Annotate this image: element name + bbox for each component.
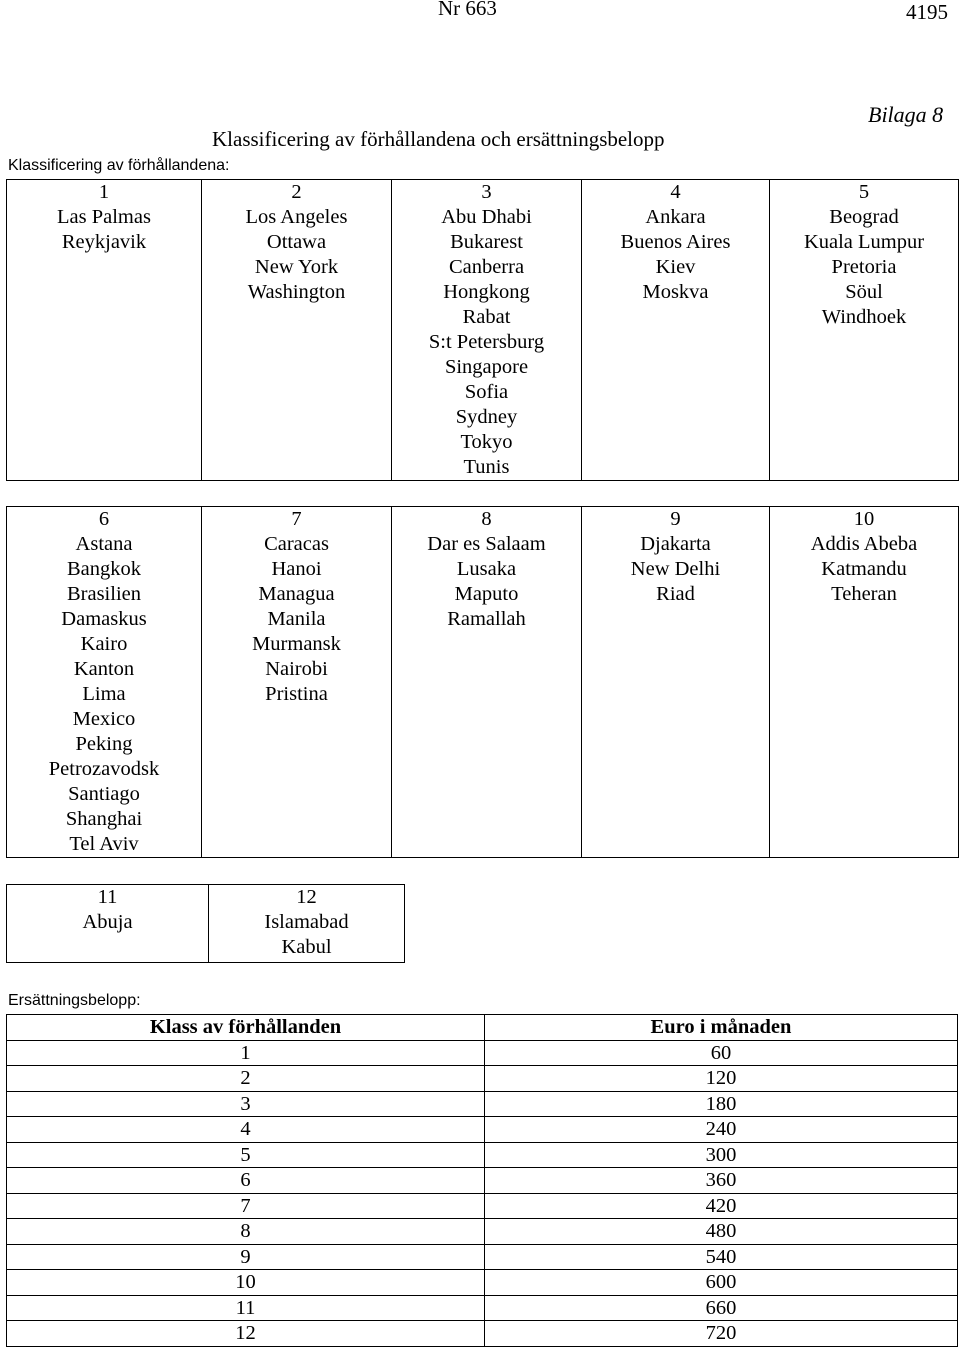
euro-value: 720 (485, 1321, 958, 1347)
city-name: Beograd (829, 206, 899, 228)
classification-table-2 (6, 506, 959, 858)
class-value: 12 (7, 1321, 485, 1347)
city-name: Rabat (462, 306, 511, 328)
city-name: Kabul (281, 936, 332, 958)
class-value: 6 (7, 1168, 485, 1194)
issue-number: Nr 663 (438, 0, 497, 20)
city-name: Djakarta (640, 533, 711, 555)
city-name: Lima (82, 683, 126, 705)
compensation-row (7, 1193, 958, 1219)
compensation-row (7, 1244, 958, 1270)
class-value: 1 (7, 1040, 485, 1066)
city-name: New York (254, 256, 339, 278)
class-number: 3 (481, 181, 492, 203)
euro-value: 540 (485, 1244, 958, 1270)
city-name: Sofia (464, 381, 509, 403)
city-name: Shanghai (65, 808, 143, 830)
city-name: New Delhi (630, 558, 721, 580)
city-name: Kuala Lumpur (803, 231, 925, 253)
class-cell (202, 180, 392, 481)
class-cell (7, 180, 202, 481)
compensation-row (7, 1066, 958, 1092)
class-number: 11 (97, 886, 118, 908)
city-name: Tel Aviv (69, 833, 139, 855)
city-name: S:t Petersburg (428, 331, 545, 353)
city-name: Moskva (642, 281, 709, 303)
city-name: Brasilien (66, 583, 141, 605)
class-number: 4 (670, 181, 681, 203)
city-name: Maputo (454, 583, 519, 605)
city-name: Murmansk (252, 633, 341, 655)
city-name: Las Palmas (57, 206, 151, 228)
city-name: Abu Dhabi (441, 206, 532, 228)
class-cell (209, 885, 405, 963)
class-number: 7 (291, 508, 302, 530)
page-number: 4195 (906, 0, 948, 24)
class-value: 2 (7, 1066, 485, 1092)
city-name: Kiev (655, 256, 696, 278)
city-name: Sydney (455, 406, 518, 428)
city-name: Addis Abeba (810, 533, 918, 555)
class-value: 9 (7, 1244, 485, 1270)
euro-value: 600 (485, 1270, 958, 1296)
euro-value: 660 (485, 1295, 958, 1321)
city-name: Mexico (72, 708, 136, 730)
compensation-row (7, 1295, 958, 1321)
euro-value: 300 (485, 1142, 958, 1168)
city-name: Riad (656, 583, 695, 605)
compensation-row (7, 1040, 958, 1066)
class-cell (392, 507, 582, 858)
class-number: 2 (291, 181, 302, 203)
classification-table-1 (6, 179, 959, 481)
city-name: Abuja (82, 911, 133, 933)
class-cell (770, 507, 959, 858)
class-value: 11 (7, 1295, 485, 1321)
class-number: 10 (853, 508, 875, 530)
class-value: 7 (7, 1193, 485, 1219)
class-value: 10 (7, 1270, 485, 1296)
compensation-row (7, 1219, 958, 1245)
euro-value: 180 (485, 1091, 958, 1117)
compensation-table (6, 1014, 958, 1347)
city-name: Teheran (831, 583, 897, 605)
class-value: 4 (7, 1117, 485, 1143)
compensation-header-row (7, 1015, 958, 1041)
appendix-label: Bilaga 8 (868, 102, 944, 127)
city-name: Islamabad (264, 911, 349, 933)
city-name: Astana (75, 533, 133, 555)
city-name: Reykjavik (61, 231, 147, 253)
city-name: Lusaka (456, 558, 517, 580)
city-name: Singapore (444, 356, 529, 378)
euro-value: 480 (485, 1219, 958, 1245)
class-number: 5 (858, 181, 870, 203)
city-name: Dar es Salaam (427, 533, 546, 555)
city-name: Hongkong (443, 281, 530, 303)
class-cell (582, 507, 770, 858)
class-cell (7, 885, 209, 963)
city-name: Bangkok (66, 558, 142, 580)
city-name: Tunis (463, 456, 510, 478)
city-name: Windhoek (821, 306, 907, 328)
compensation-label: Ersättningsbelopp: (8, 992, 141, 1009)
city-name: Ottawa (266, 231, 327, 253)
city-name: Söul (845, 281, 883, 303)
city-name: Santiago (68, 783, 140, 805)
compensation-row (7, 1091, 958, 1117)
class-value: 8 (7, 1219, 485, 1245)
city-name: Katmandu (821, 558, 907, 580)
city-name: Damaskus (61, 608, 147, 630)
euro-value: 420 (485, 1193, 958, 1219)
city-name: Managua (258, 583, 335, 605)
city-name: Nairobi (265, 658, 328, 680)
city-name: Ramallah (447, 608, 526, 630)
city-name: Canberra (448, 256, 525, 278)
compensation-row (7, 1270, 958, 1296)
class-value: 5 (7, 1142, 485, 1168)
column-header-class: Klass av förhållanden (7, 1015, 485, 1041)
class-number: 6 (98, 508, 110, 530)
class-cell (7, 507, 202, 858)
page-title: Klassificering av förhållandena och ersättningsbelopp (212, 127, 665, 151)
column-header-euro: Euro i månaden (485, 1015, 958, 1041)
city-name: Hanoi (271, 558, 322, 580)
compensation-row (7, 1321, 958, 1347)
classification-table-3 (6, 884, 405, 963)
city-name: Buenos Aires (620, 231, 731, 253)
city-name: Manila (267, 608, 326, 630)
class-cell (582, 180, 770, 481)
city-name: Pristina (265, 683, 328, 705)
euro-value: 360 (485, 1168, 958, 1194)
city-name: Kanton (73, 658, 135, 680)
class-number: 8 (481, 508, 492, 530)
euro-value: 240 (485, 1117, 958, 1143)
class-cell (202, 507, 392, 858)
class-cell (392, 180, 582, 481)
compensation-row (7, 1142, 958, 1168)
city-name: Tokyo (460, 431, 513, 453)
class-value: 3 (7, 1091, 485, 1117)
compensation-row (7, 1117, 958, 1143)
city-name: Pretoria (831, 256, 897, 278)
euro-value: 60 (485, 1040, 958, 1066)
class-number: 1 (98, 181, 110, 203)
city-name: Washington (247, 281, 346, 303)
class-cell (770, 180, 959, 481)
class-number: 12 (296, 886, 317, 908)
city-name: Caracas (264, 533, 329, 555)
classification-label: Klassificering av förhållandena: (8, 157, 230, 174)
city-name: Kairo (80, 633, 128, 655)
euro-value: 120 (485, 1066, 958, 1092)
city-name: Petrozavodsk (48, 758, 160, 780)
city-name: Peking (75, 733, 133, 755)
city-name: Bukarest (450, 231, 523, 253)
city-name: Ankara (645, 206, 706, 228)
city-name: Los Angeles (245, 206, 348, 228)
compensation-row (7, 1168, 958, 1194)
class-number: 9 (670, 508, 681, 530)
